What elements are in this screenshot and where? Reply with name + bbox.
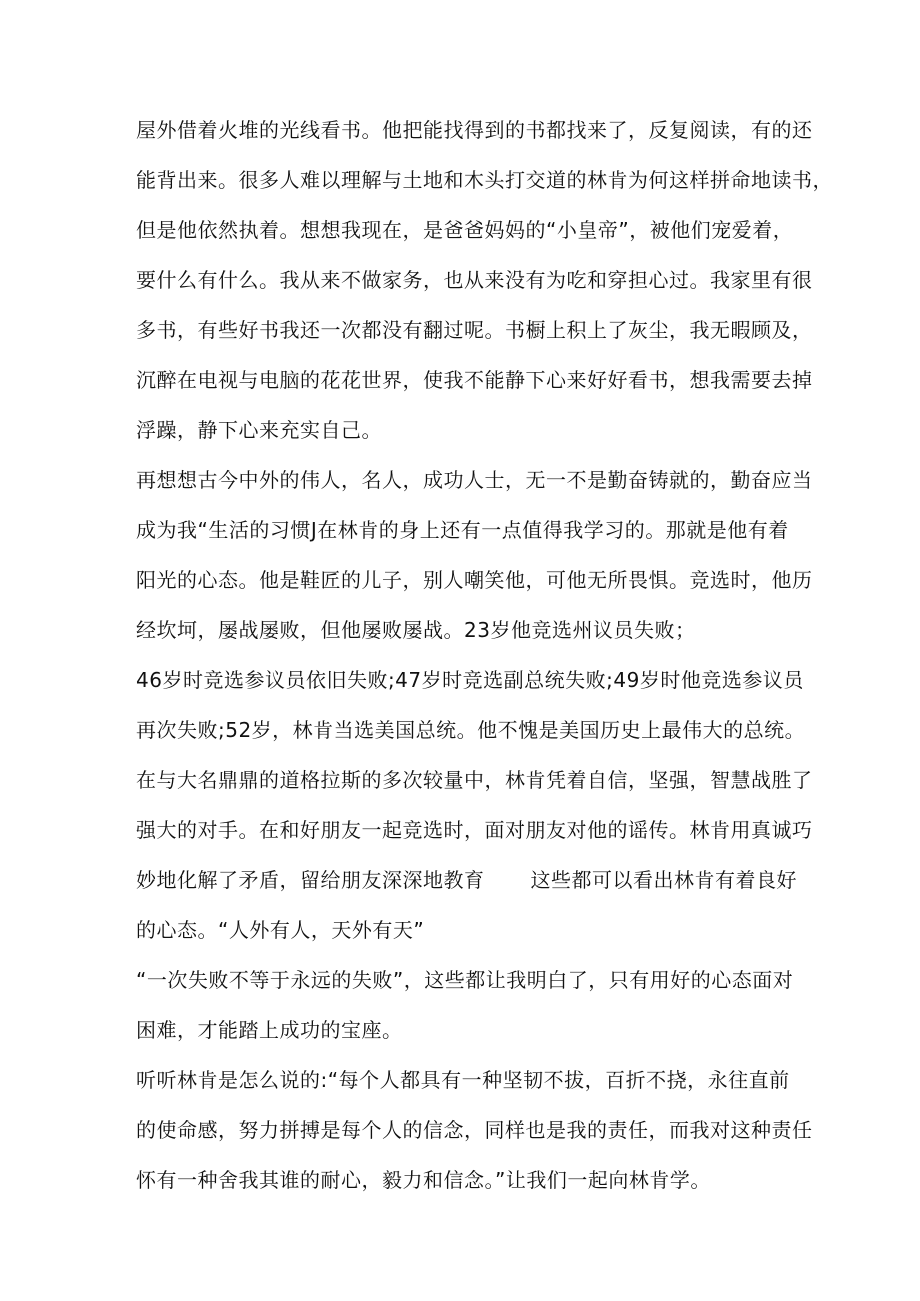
text-line-5: 多书，有些好书我还一次都没有翻过呢。书橱上积上了灰尘，我无暇顾及， (136, 318, 813, 342)
text-line-16-part-1: 妙地化解了矛盾，留给朋友深深地教育 (136, 868, 485, 892)
text-line-15: 强大的对手。在和好朋友一起竞选时，面对朋友对他的谣传。林肯用真诚巧 (136, 818, 813, 842)
text-line-19: 困难，才能踏上成功的宝座。 (136, 1018, 403, 1042)
text-line-22: 怀有一种舍我其谁的耐心，毅力和信念。”让我们一起向林肯学。 (136, 1168, 711, 1192)
text-line-11: 经坎坷，屡战屡败，但他屡败屡战。23岁他竞选州议员失败； (136, 618, 696, 642)
text-line-21: 的使命感，努力拼搏是每个人的信念，同样也是我的责任，而我对这种责任 (136, 1118, 813, 1142)
text-line-8: 再想想古今中外的伟人，名人，成功人士，无一不是勤奋铸就的，勤奋应当 (136, 468, 813, 492)
text-line-7: 浮躁，静下心来充实自己。 (136, 418, 382, 442)
text-line-17: 的心态。“人外有人，天外有天” (136, 918, 425, 942)
text-line-13: 再次失败;52岁，林肯当选美国总统。他不愧是美国历史上最伟大的总统。 (136, 718, 806, 742)
text-line-12: 46岁时竞选参议员依旧失败;47岁时竞选副总统失败;49岁时他竞选参议员 (136, 668, 804, 692)
text-line-6: 沉醉在电视与电脑的花花世界，使我不能静下心来好好看书，想我需要去掉 (136, 368, 813, 392)
text-line-20: 听听林肯是怎么说的:“每个人都具有一种坚韧不拔，百折不挠，永往直前 (136, 1068, 790, 1092)
text-line-1: 屋外借着火堆的光线看书。他把能找得到的书都找来了，反复阅读，有的还 (136, 118, 813, 142)
text-line-2: 能背出来。很多人难以理解与土地和木头打交道的林肯为何这样拼命地读书， (136, 168, 833, 192)
text-line-4: 要什么有什么。我从来不做家务，也从来没有为吃和穿担心过。我家里有很 (136, 268, 813, 292)
text-line-10: 阳光的心态。他是鞋匠的儿子，别人嘲笑他，可他无所畏惧。竞选时，他历 (136, 568, 813, 592)
text-line-14: 在与大名鼎鼎的道格拉斯的多次较量中，林肯凭着自信，坚强，智慧战胜了 (136, 768, 813, 792)
text-line-16 (136, 866, 797, 894)
text-line-9: 成为我“生活的习惯J在林肯的身上还有一点值得我学习的。那就是他有着 (136, 518, 789, 542)
text-line-18: “一次失败不等于永远的失败”，这些都让我明白了，只有用好的心态面对 (136, 968, 794, 992)
text-line-3: 但是他依然执着。想想我现在，是爸爸妈妈的“小皇帝”，被他们宠爱着， (136, 218, 794, 242)
text-line-16-part-2: 这些都可以看出林肯有着良好 (530, 868, 797, 892)
